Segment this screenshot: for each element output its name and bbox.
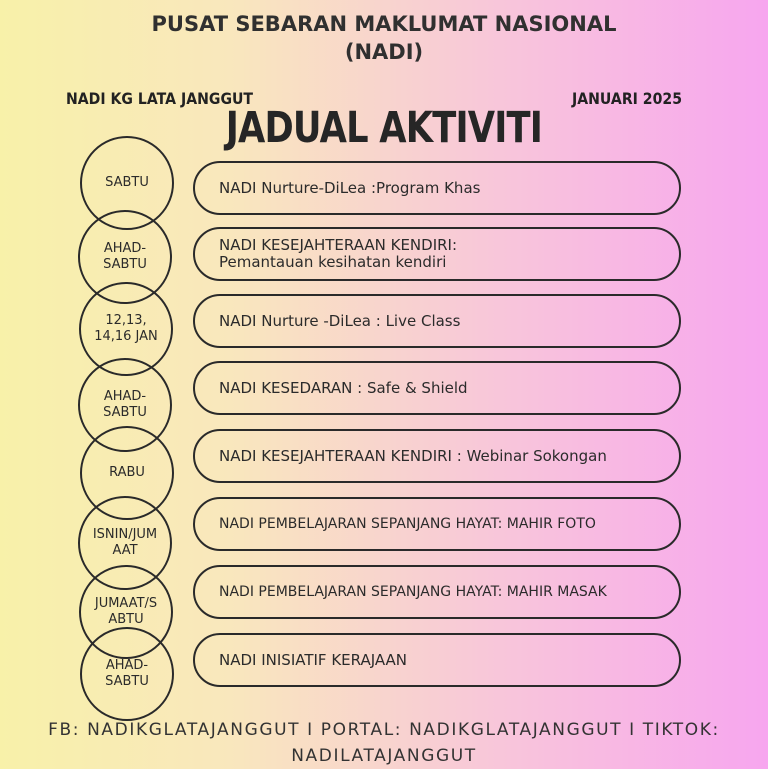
activity-label: NADI PEMBELAJARAN SEPANJANG HAYAT: MAHIR FOTO <box>219 515 596 532</box>
day-label: 12,13, 14,16 JAN <box>94 313 158 344</box>
activity-pill <box>193 633 681 687</box>
day-label: ISNIN/JUMAAT <box>92 527 158 558</box>
activity-pill <box>193 565 681 619</box>
activity-pill <box>193 497 681 551</box>
activity-pill <box>193 294 681 348</box>
activity-label: NADI Nurture -DiLea : Live Class <box>219 311 461 330</box>
activity-label: NADI PEMBELAJARAN SEPANJANG HAYAT: MAHIR MASAK <box>219 583 607 600</box>
month-label: JANUARI 2025 <box>572 89 682 108</box>
day-circle <box>80 627 174 721</box>
day-label: AHAD-SABTU <box>105 658 149 689</box>
day-label: RABU <box>109 465 145 480</box>
activity-label: NADI KESEDARAN : Safe & Shield <box>219 378 468 397</box>
day-label: JUMAAT/SABTU <box>94 596 158 627</box>
page-title-text: JADUAL AKTIVITI <box>225 103 543 153</box>
social-footer-line1: FB: NADIKGLATAJANGGUT I PORTAL: NADIKGLATAJANGGUT I TIKTOK: <box>48 720 720 740</box>
day-label: SABTU <box>105 175 149 190</box>
day-label: AHAD-SABTU <box>103 241 147 272</box>
day-label: AHAD-SABTU <box>103 389 147 420</box>
activity-pill <box>193 161 681 215</box>
activity-label: NADI Nurture-DiLea :Program Khas <box>219 178 481 197</box>
social-footer <box>0 717 768 769</box>
organization-title-line2: (NADI) <box>344 40 424 64</box>
social-footer-line2: NADILATAJANGGUT <box>291 746 477 766</box>
organization-title-line1: PUSAT SEBARAN MAKLUMAT NASIONAL <box>151 12 617 36</box>
activity-pill <box>193 227 681 281</box>
activity-pill <box>193 429 681 483</box>
activity-label: NADI KESEJAHTERAAN KENDIRI: Pemantauan kesihatan kendiri <box>219 236 458 271</box>
activity-label: NADI INISIATIF KERAJAAN <box>219 650 408 669</box>
activity-pill <box>193 361 681 415</box>
location-label: NADI KG LATA JANGGUT <box>66 89 254 108</box>
activity-label: NADI KESEJAHTERAAN KENDIRI : Webinar Sokongan <box>219 446 607 465</box>
organization-title <box>0 10 768 66</box>
